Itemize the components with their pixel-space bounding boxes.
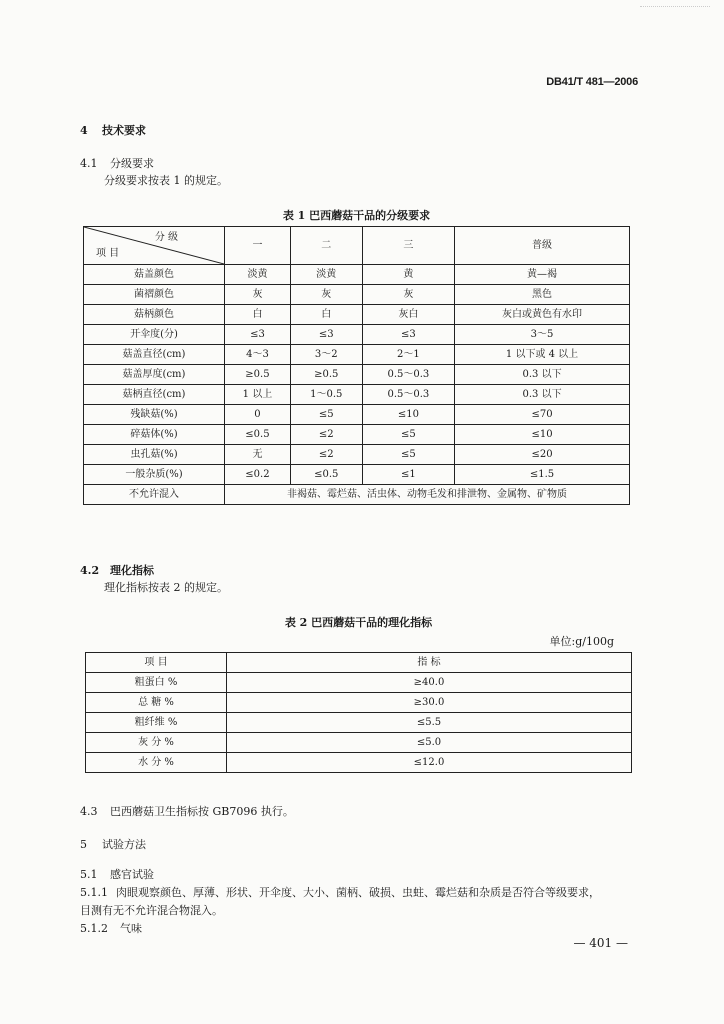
- table-cell: ≤5: [362, 445, 454, 465]
- table-cell: ≤1.5: [455, 465, 630, 485]
- row-label: 开伞度(分): [84, 325, 225, 345]
- table-row: [86, 733, 632, 753]
- row-label: 粗纤维 %: [86, 713, 227, 733]
- section-4-2-heading: 4.2 理化指标: [80, 564, 154, 577]
- table-row: [86, 673, 632, 693]
- table-cell: 1 以下或 4 以上: [455, 345, 630, 365]
- section-5-1-2-heading: 5.1.2 气味: [80, 922, 142, 935]
- table-cell: 黄: [362, 265, 454, 285]
- table-cell: 4～3: [225, 345, 291, 365]
- table-cell: 0.5～0.3: [362, 365, 454, 385]
- table-cell: 白: [225, 305, 291, 325]
- standard-code: DB41/T 481—2006: [546, 76, 638, 88]
- table-row: [84, 365, 630, 385]
- table-cell: ≥0.5: [225, 365, 291, 385]
- table-cell: 0.5～0.3: [362, 385, 454, 405]
- table-cell: 灰: [290, 285, 362, 305]
- table-cell: 1～0.5: [290, 385, 362, 405]
- row-label: 菌褶颜色: [84, 285, 225, 305]
- table-cell: 1 以上: [225, 385, 291, 405]
- table-cell: ≥40.0: [227, 673, 632, 693]
- table-row: [86, 753, 632, 773]
- corner-grade-label: 分 级: [154, 232, 178, 243]
- table-cell: ≤5.5: [227, 713, 632, 733]
- row-label: 粗蛋白 %: [86, 673, 227, 693]
- section-4-1-body: 分级要求按表 1 的规定。: [104, 174, 228, 187]
- table-row: [84, 325, 630, 345]
- table-cell: 2～1: [362, 345, 454, 365]
- table-cell: ≤0.2: [225, 465, 291, 485]
- table-cell: ≥0.5: [290, 365, 362, 385]
- table-cell: ≤3: [290, 325, 362, 345]
- table-cell: 黑色: [455, 285, 630, 305]
- section-5-1-1-line2: 目测有无不允许混合物混入。: [80, 904, 223, 917]
- table-cell: ≥30.0: [227, 693, 632, 713]
- table-cell: ≤10: [455, 425, 630, 445]
- section-4-3: 4.3 巴西蘑菇卫生指标按 GB7096 执行。: [80, 805, 294, 818]
- row-label: 灰 分 %: [86, 733, 227, 753]
- row-label: 不允许混入: [84, 485, 225, 505]
- table-cell: ≤20: [455, 445, 630, 465]
- row-label: 菇盖直径(cm): [84, 345, 225, 365]
- table-cell: 淡黄: [225, 265, 291, 285]
- scan-mark: [640, 6, 710, 7]
- row-label: 残缺菇(%): [84, 405, 225, 425]
- section-4-2-body: 理化指标按表 2 的规定。: [104, 581, 228, 594]
- corner-item-label: 项 目: [96, 248, 120, 259]
- table-cell: ≤2: [290, 425, 362, 445]
- table-cell: 黄—褐: [455, 265, 630, 285]
- row-label: 水 分 %: [86, 753, 227, 773]
- table-cell: 白: [290, 305, 362, 325]
- table-cell: ≤3: [362, 325, 454, 345]
- table-cell: ≤0.5: [225, 425, 291, 445]
- table-cell: 淡黄: [290, 265, 362, 285]
- table-row: [84, 345, 630, 365]
- table-row: [84, 265, 630, 285]
- table2-caption: 表 2 巴西蘑菇干品的理化指标: [284, 616, 433, 629]
- grade-header: 普级: [455, 227, 630, 265]
- row-label: 一般杂质(%): [84, 465, 225, 485]
- table-row: [84, 445, 630, 465]
- table-cell: ≤70: [455, 405, 630, 425]
- row-label: 菇盖颜色: [84, 265, 225, 285]
- column-header: 项 目: [86, 653, 227, 673]
- table-cell: ≤3: [225, 325, 291, 345]
- page-number: — 401 —: [573, 936, 628, 950]
- table-cell: ≤5.0: [227, 733, 632, 753]
- table-cell: ≤10: [362, 405, 454, 425]
- table-row: [86, 693, 632, 713]
- table-cell: 0.3 以下: [455, 365, 630, 385]
- table-row: [84, 305, 630, 325]
- table-cell: 0.3 以下: [455, 385, 630, 405]
- table2-unit: 单位:g/100g: [549, 635, 614, 648]
- table-cell: ≤2: [290, 445, 362, 465]
- table1-header-row: [84, 227, 630, 265]
- table-cell: ≤1: [362, 465, 454, 485]
- table-row: [84, 485, 630, 505]
- table-row: [84, 425, 630, 445]
- table1-caption: 表 1 巴西蘑菇干品的分级要求: [282, 209, 431, 222]
- section-4-1-heading: 4.1 分级要求: [80, 157, 154, 170]
- row-label: 虫孔菇(%): [84, 445, 225, 465]
- table-cell: 0: [225, 405, 291, 425]
- table1-corner-cell: [84, 227, 225, 265]
- table-cell: ≤12.0: [227, 753, 632, 773]
- table-cell: ≤5: [362, 425, 454, 445]
- forbidden-cell: 非褐菇、霉烂菇、活虫体、动物毛发和排泄物、金属物、矿物质: [225, 485, 630, 505]
- table-cell: 无: [225, 445, 291, 465]
- table2-header-row: [86, 653, 632, 673]
- table-cell: 灰白: [362, 305, 454, 325]
- table-cell: 灰: [362, 285, 454, 305]
- grade-header: 三: [362, 227, 454, 265]
- row-label: 菇柄颜色: [84, 305, 225, 325]
- row-label: 碎菇体(%): [84, 425, 225, 445]
- grading-table: [83, 226, 630, 505]
- table-cell: 灰白或黄色有水印: [455, 305, 630, 325]
- grade-header: 二: [290, 227, 362, 265]
- section-5-heading: 5 试验方法: [80, 838, 146, 851]
- table-cell: ≤5: [290, 405, 362, 425]
- physicochemical-table: [85, 652, 632, 773]
- table-row: [84, 385, 630, 405]
- table-cell: 灰: [225, 285, 291, 305]
- table-cell: ≤0.5: [290, 465, 362, 485]
- section-5-1-1: 5.1.1 肉眼观察颜色、厚薄、形状、开伞度、大小、菌柄、破损、虫蛀、霉烂菇和杂质是否符合等级要求，: [80, 886, 600, 899]
- row-label: 菇柄直径(cm): [84, 385, 225, 405]
- table-row: [84, 405, 630, 425]
- table-row: [84, 285, 630, 305]
- section-4-heading: 4 技术要求: [80, 124, 146, 137]
- table-cell: 3～5: [455, 325, 630, 345]
- row-label: 菇盖厚度(cm): [84, 365, 225, 385]
- grade-header: 一: [225, 227, 291, 265]
- section-5-1-1-line1: 肉眼观察颜色、厚薄、形状、开伞度、大小、菌柄、破损、虫蛀、霉烂菇和杂质是否符合等级要求，: [116, 886, 600, 899]
- table-cell: 3～2: [290, 345, 362, 365]
- column-header: 指 标: [227, 653, 632, 673]
- section-5-1-heading: 5.1 感官试验: [80, 868, 154, 881]
- row-label: 总 糖 %: [86, 693, 227, 713]
- table-row: [84, 465, 630, 485]
- table-row: [86, 713, 632, 733]
